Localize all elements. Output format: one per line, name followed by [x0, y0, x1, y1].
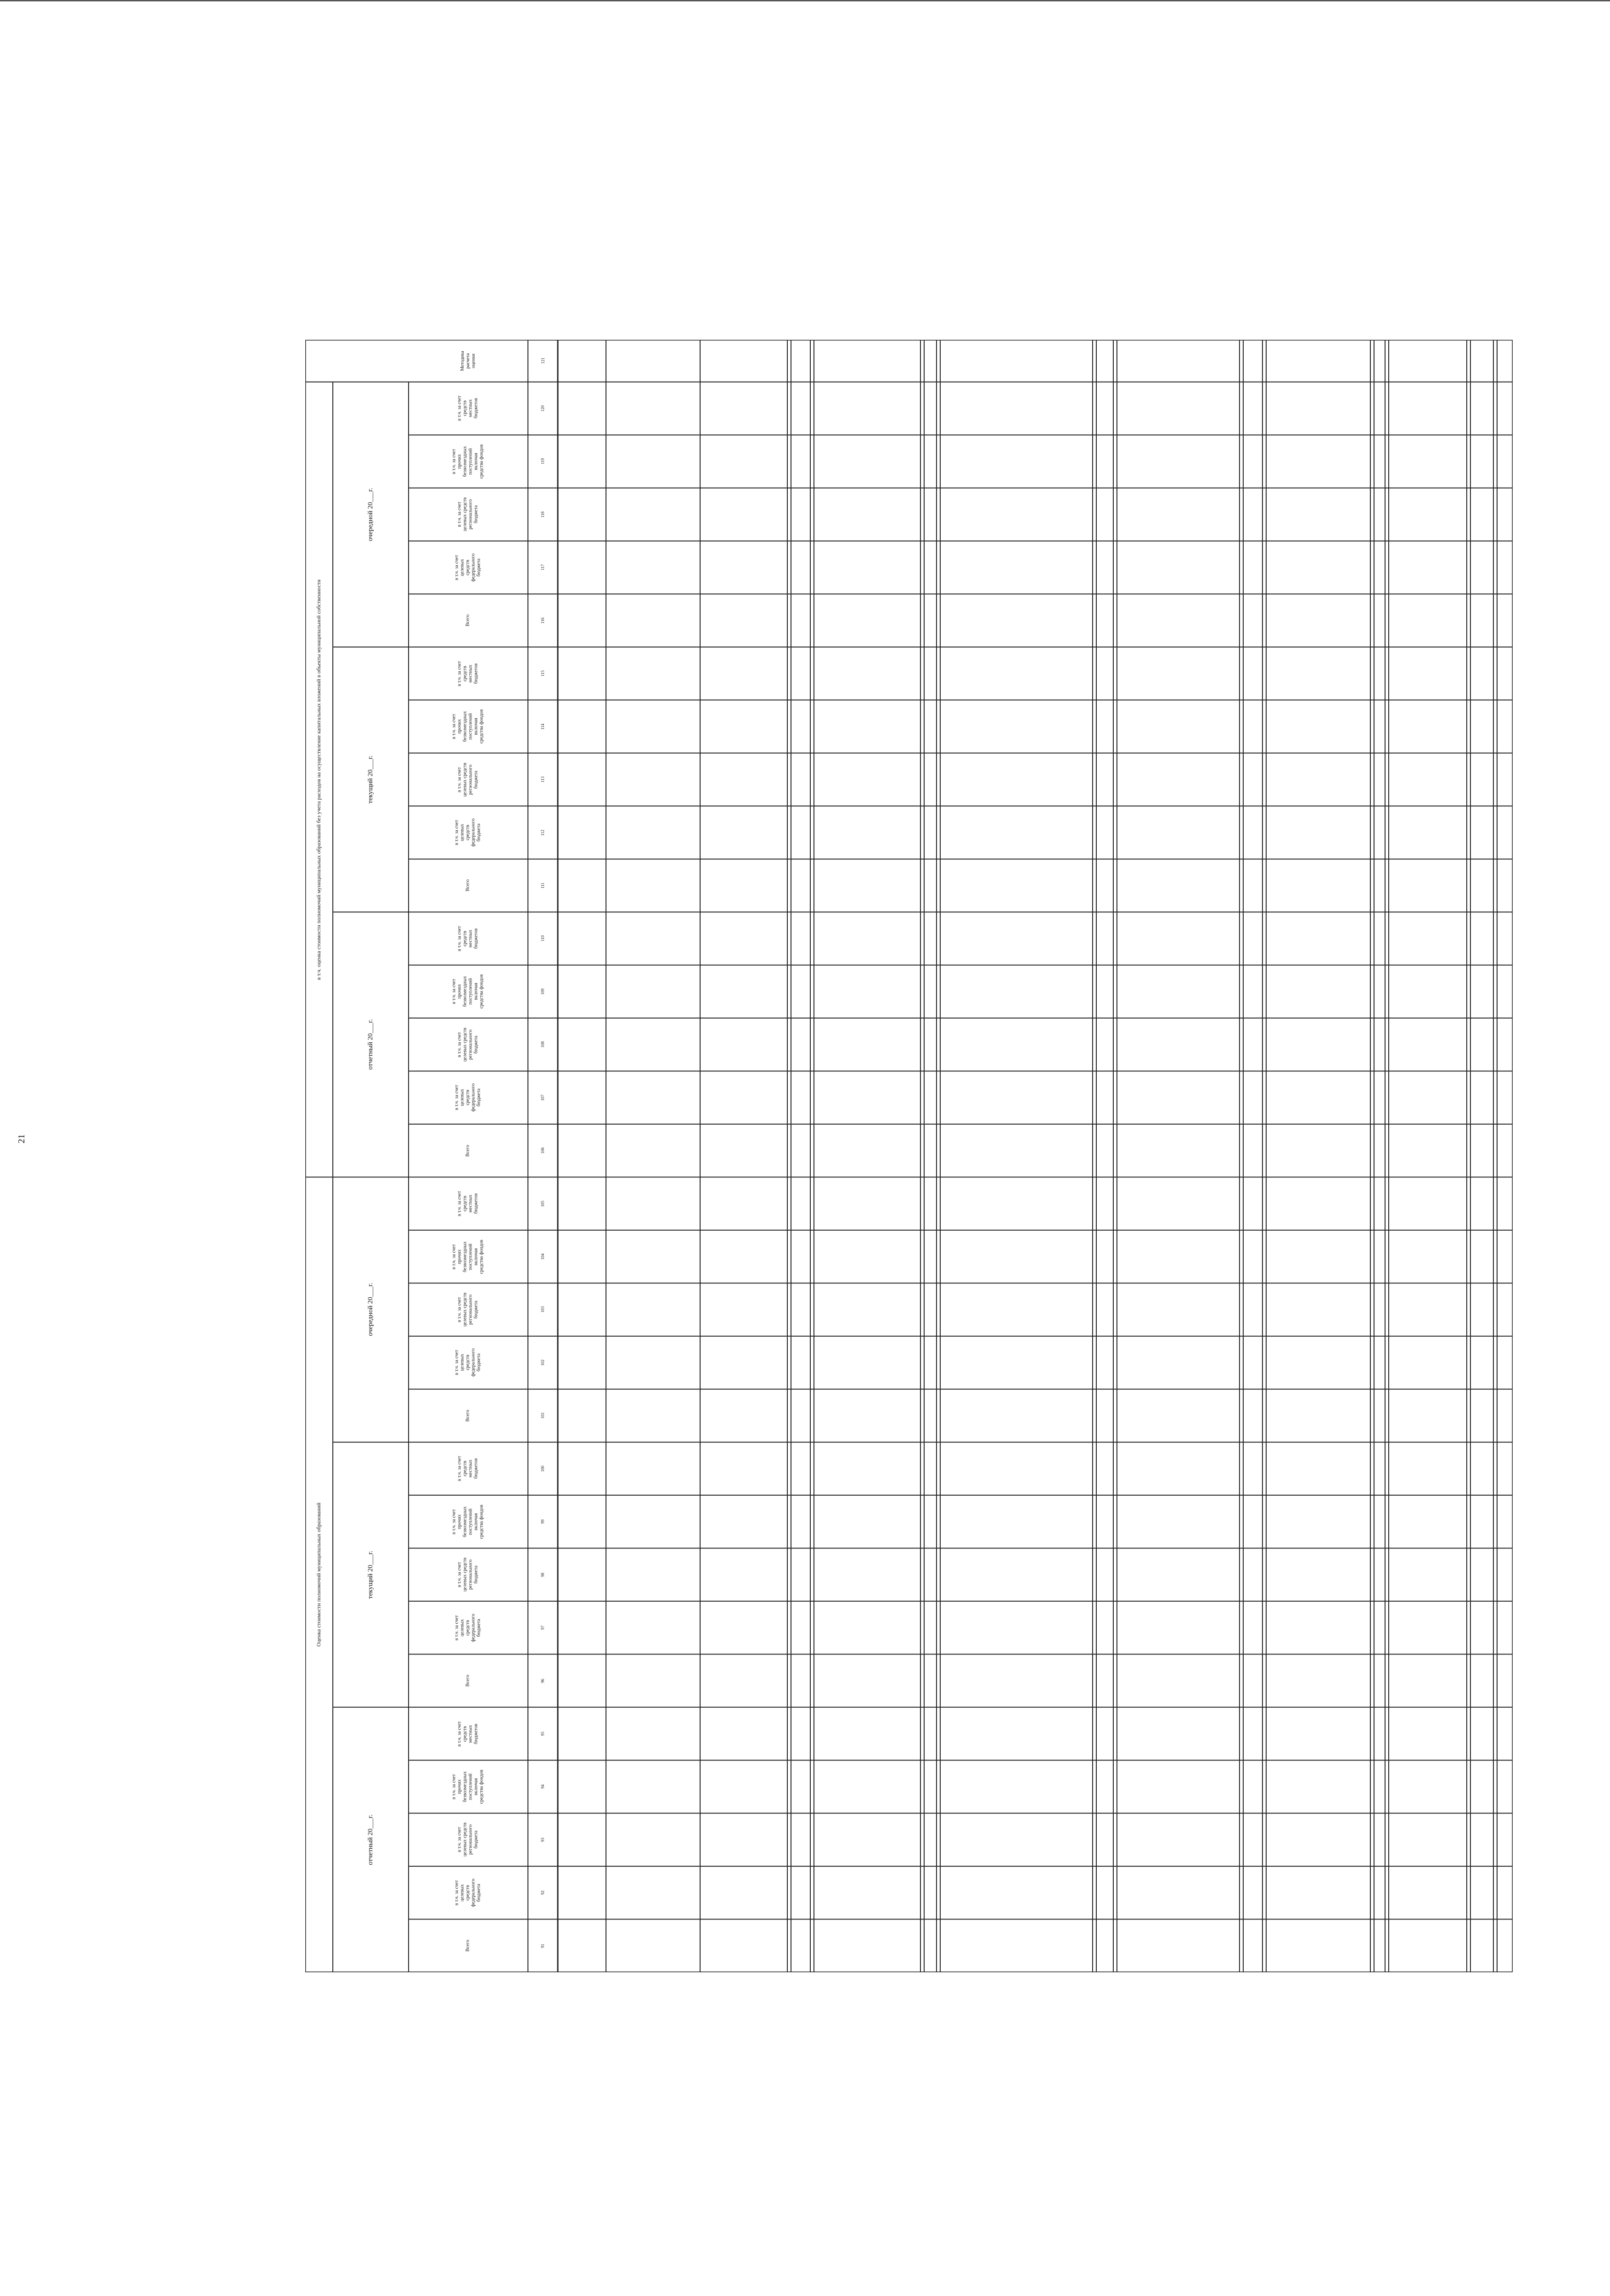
sub-column-header: в т.ч. за счет средств местных бюджетов [457, 1191, 479, 1216]
column-number: 93 [540, 1837, 545, 1842]
sub-column-header: в т.ч. за счет прочих безвозмездных поступлений включая средства фондов [451, 1504, 485, 1539]
column-number: 119 [540, 458, 545, 465]
column-number: 94 [540, 1784, 545, 1789]
sub-column-header: в т.ч. за счет целевых средств регионального бюджета [457, 1292, 479, 1327]
sub-column-header: Всего [465, 879, 471, 892]
column-number: 115 [540, 670, 545, 677]
column-number: 116 [540, 617, 545, 624]
column-number: 100 [540, 1465, 545, 1472]
method-column-header: Методика расчета оценки [460, 350, 477, 371]
sub-column-header: в т.ч. за счет целевых средств федерального бюджета [454, 1879, 482, 1907]
column-number: 121 [540, 358, 545, 364]
column-number: 107 [540, 1094, 545, 1101]
column-number: 118 [540, 511, 545, 518]
form-table [305, 340, 1513, 1972]
column-number: 101 [540, 1412, 545, 1419]
sub-column-header: в т.ч. за счет средств местных бюджетов [457, 926, 479, 951]
column-number: 91 [540, 1943, 545, 1948]
column-number: 102 [540, 1359, 545, 1366]
year-group-header: очередной 20___г. [366, 1283, 374, 1336]
column-number: 98 [540, 1572, 545, 1577]
sub-column-header: в т.ч. за счет целевых средств федерального бюджета [454, 818, 482, 847]
sub-column-header: в т.ч. за счет целевых средств регионального бюджета [457, 1027, 479, 1062]
sub-column-header: в т.ч. за счет целевых средств федерального бюджета [454, 1613, 482, 1642]
column-number: 96 [540, 1678, 545, 1683]
sub-column-header: в т.ч. за счет целевых средств регионального бюджета [457, 762, 479, 797]
sub-column-header: в т.ч. за счет прочих безвозмездных поступлений включая средства фондов [451, 444, 485, 479]
column-number: 92 [540, 1891, 545, 1895]
column-number: 104 [540, 1253, 545, 1260]
sub-column-header: в т.ч. за счет прочих безвозмездных поступлений включая средства фондов [451, 974, 485, 1009]
column-number: 103 [540, 1306, 545, 1313]
year-group-header: очередной 20___г. [366, 488, 374, 541]
sub-column-header: Всего [465, 1940, 471, 1952]
column-number: 106 [540, 1147, 545, 1154]
sub-column-header: Всего [465, 1675, 471, 1687]
column-number: 112 [540, 829, 545, 836]
year-group-header: текущий 20___г. [366, 755, 374, 804]
column-number: 110 [540, 935, 545, 942]
sub-column-header: в т.ч. за счет прочих безвозмездных поступлений включая средства фондов [451, 1239, 485, 1274]
sub-column-header: в т.ч. за счет целевых средств федерального бюджета [454, 1348, 482, 1377]
sub-column-header: Всего [465, 1409, 471, 1422]
year-group-header: отчетный 20___г. [366, 1814, 374, 1865]
column-number: 97 [540, 1626, 545, 1630]
sub-column-header: в т.ч. за счет прочих безвозмездных поступлений включая средства фондов [451, 1769, 485, 1804]
column-number: 109 [540, 988, 545, 995]
column-number: 113 [540, 776, 545, 783]
sub-column-header: в т.ч. за счет целевых средств регионального бюджета [457, 1823, 479, 1857]
sub-column-header: в т.ч. за счет средств местных бюджетов [457, 1456, 479, 1481]
page-number: 21 [17, 1134, 27, 1143]
sub-column-header: в т.ч. за счет средств местных бюджетов [457, 1721, 479, 1746]
column-number: 99 [540, 1519, 545, 1524]
sub-column-header: в т.ч. за счет средств местных бюджетов [457, 661, 479, 687]
sub-column-header: в т.ч. за счет прочих безвозмездных поступлений включая средства фондов [451, 709, 485, 744]
sub-column-header: Всего [465, 614, 471, 627]
sub-column-header: Всего [465, 1144, 471, 1157]
column-number: 111 [540, 883, 545, 889]
sub-column-header: в т.ч. за счет целевых средств федерального бюджета [454, 553, 482, 582]
sub-column-header: в т.ч. за счет целевых средств регионального бюджета [457, 497, 479, 532]
page-top-border [0, 0, 1610, 1]
column-number: 105 [540, 1200, 545, 1207]
sub-column-header: в т.ч. за счет целевых средств федерального бюджета [454, 1083, 482, 1112]
column-number: 95 [540, 1732, 545, 1736]
sub-column-header: в т.ч. за счет средств местных бюджетов [457, 396, 479, 421]
section-header-right: в т.ч. оценка стоимости полномочий муниципальных образований без учета расходов на осуществление капитальных вложений в объекты муниципальной собственности [315, 579, 322, 980]
column-number: 108 [540, 1041, 545, 1048]
year-group-header: отчетный 20___г. [366, 1019, 374, 1070]
section-header-left: Оценка стоимости полномочий муниципальных образований [315, 1503, 322, 1647]
column-number: 117 [540, 564, 545, 571]
year-group-header: текущий 20___г. [366, 1550, 374, 1599]
column-number: 114 [540, 723, 545, 730]
sub-column-header: в т.ч. за счет целевых средств регионального бюджета [457, 1558, 479, 1592]
column-number: 120 [540, 405, 545, 412]
